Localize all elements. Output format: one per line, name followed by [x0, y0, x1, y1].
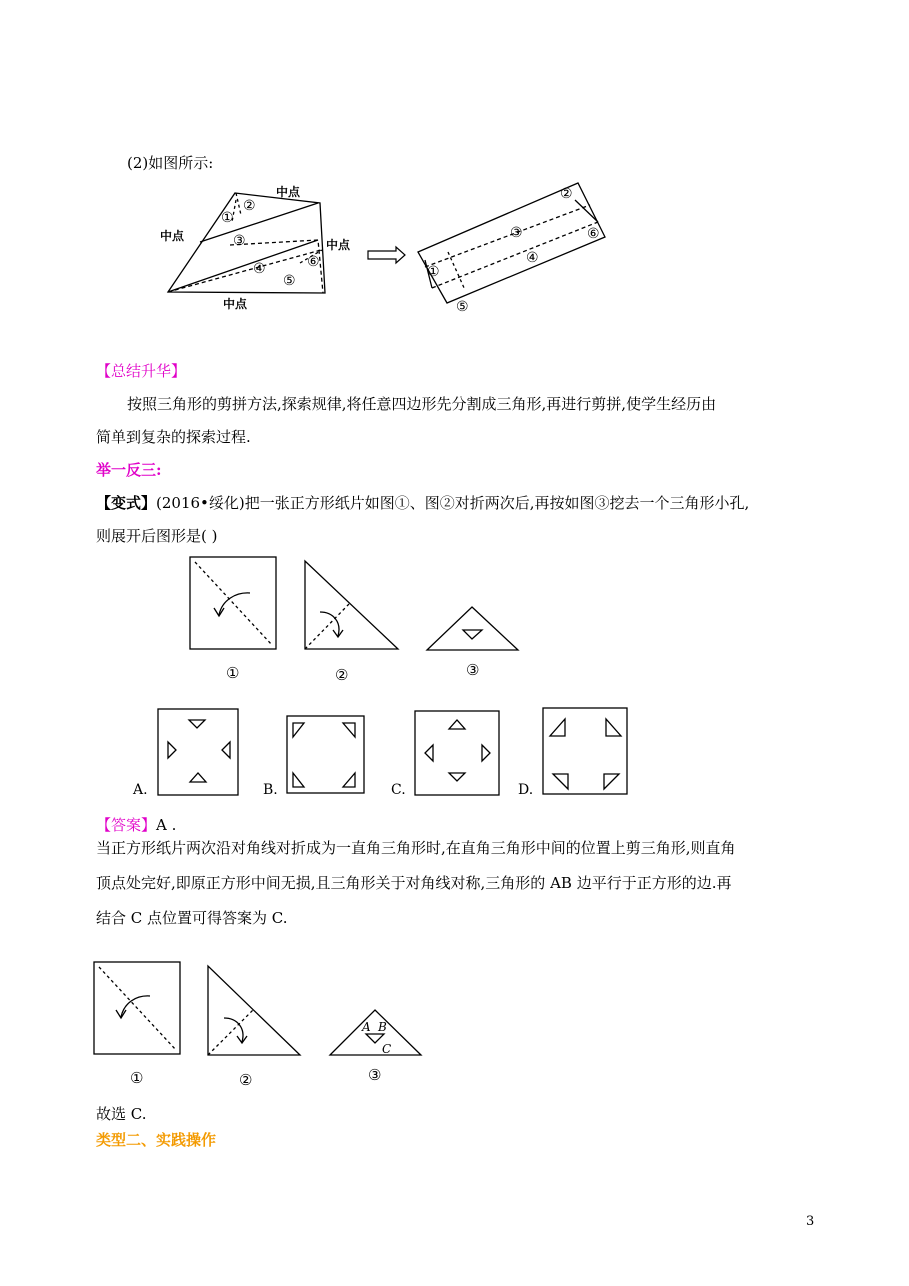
figure-label: ② — [239, 1071, 253, 1089]
option-d-label: D. — [518, 782, 534, 798]
piece-number: ⑤ — [456, 299, 469, 315]
answer-line — [96, 815, 176, 835]
answer-explanation: 当正方形纸片两次沿对角线对折成为一直角三角形时,在直角三角形中间的位置上剪三角形,则直角 — [96, 839, 736, 857]
piece-number: ② — [243, 198, 256, 214]
piece-number: ⑤ — [283, 273, 296, 289]
piece-number: ④ — [526, 250, 539, 266]
figure-label: ① — [130, 1069, 144, 1087]
summary-line: 简单到复杂的探索过程. — [96, 428, 251, 446]
piece-number: ④ — [253, 261, 266, 277]
part-label: (2)如图所示: — [127, 154, 214, 172]
option-a-label: A. — [133, 782, 148, 798]
answer-options — [0, 700, 909, 800]
piece-number: ⑥ — [307, 254, 320, 270]
conclusion: 故选 C. — [96, 1105, 147, 1123]
summary-line: 按照三角形的剪拼方法,探索规律,将任意四边形先分割成三角形,再进行剪拼,使学生经历由 — [127, 395, 717, 413]
midpoint-label: 中点 — [223, 297, 248, 311]
section-title: 类型二、实践操作 — [96, 1131, 217, 1149]
option-b-label: B. — [263, 782, 278, 798]
answer-value: A . — [156, 816, 177, 834]
point-label: A — [362, 1020, 371, 1034]
summary-title: 【总结升华】 — [96, 362, 187, 380]
folding-figures-top — [0, 550, 909, 690]
page-number: 3 — [806, 1214, 815, 1229]
answer-tag: 【答案】 — [96, 816, 157, 834]
folding-figures-bottom — [0, 955, 909, 1095]
quadrilateral-cut-figure — [0, 0, 909, 340]
point-label: C — [382, 1042, 392, 1056]
variant-text: (2016•绥化)把一张正方形纸片如图①、图②对折两次后,再按如图③挖去一个三角形小孔, — [156, 494, 750, 512]
midpoint-label: 中点 — [160, 229, 185, 243]
figure-label: ③ — [466, 661, 480, 679]
point-label: B — [378, 1020, 387, 1034]
piece-number: ③ — [510, 225, 523, 241]
midpoint-label: 中点 — [276, 185, 301, 199]
piece-number: ③ — [233, 233, 246, 249]
figure-label: ① — [226, 664, 240, 682]
answer-explanation: 结合 C 点位置可得答案为 C. — [96, 909, 288, 927]
piece-number: ② — [560, 186, 573, 202]
variant-line — [96, 493, 749, 513]
option-c-label: C. — [391, 782, 406, 798]
piece-number: ① — [221, 210, 234, 226]
piece-number: ⑥ — [587, 226, 600, 242]
variant-line: 则展开后图形是( ) — [96, 527, 218, 545]
figure-label: ③ — [368, 1066, 382, 1084]
answer-explanation: 顶点处完好,即原正方形中间无损,且三角形关于对角线对称,三角形的 AB 边平行于正方形的边.再 — [96, 874, 732, 892]
midpoint-label: 中点 — [326, 238, 351, 252]
practice-title: 举一反三: — [96, 461, 162, 479]
variant-tag: 【变式】 — [96, 494, 157, 512]
piece-number: ① — [427, 264, 440, 280]
figure-label: ② — [335, 666, 349, 684]
